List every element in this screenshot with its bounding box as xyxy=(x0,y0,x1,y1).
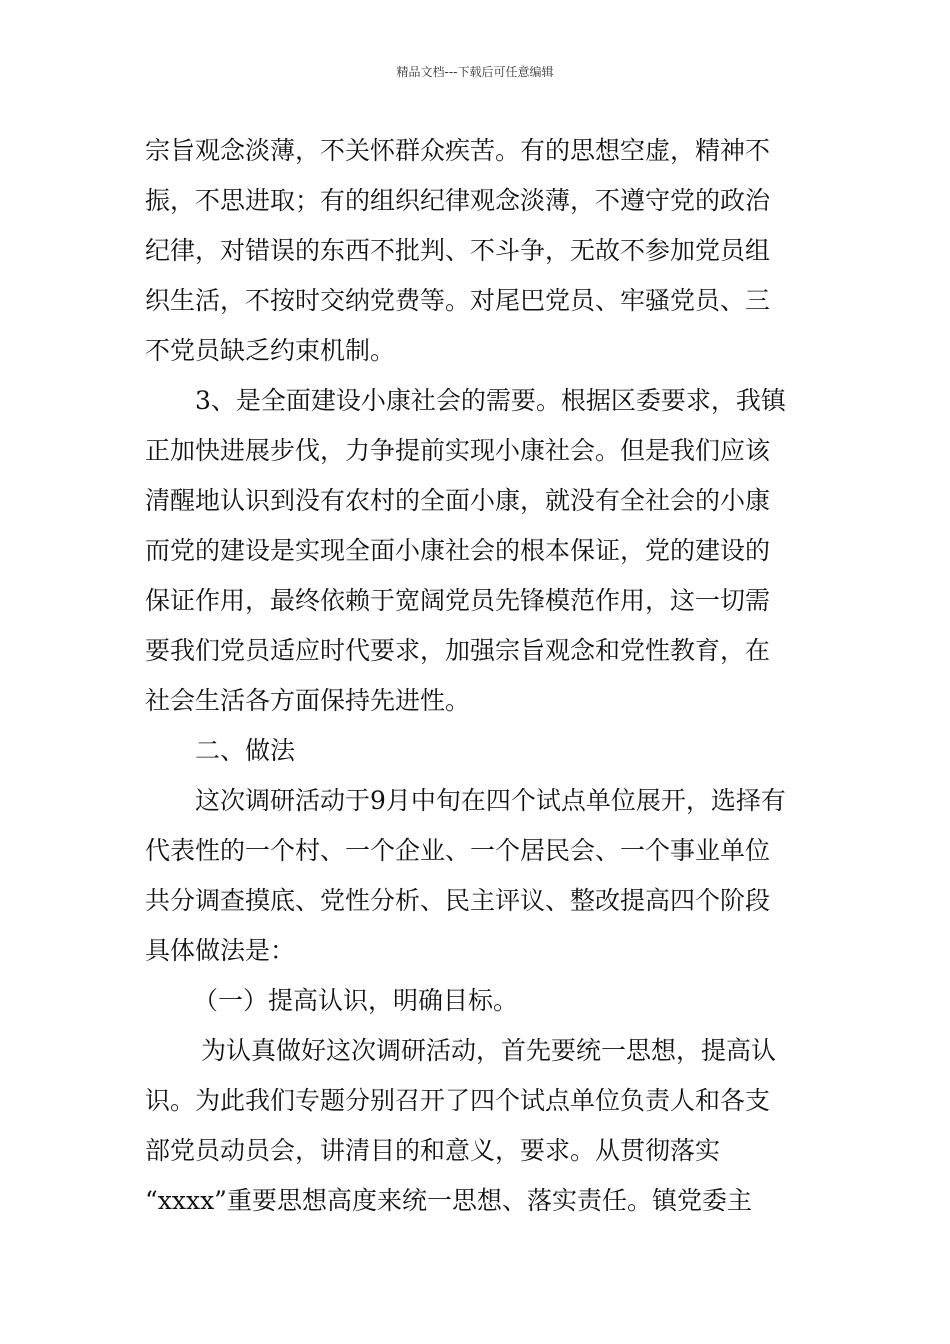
text-line: 代表性的一个村、一个企业、一个居民会、一个事业单位 xyxy=(145,836,771,865)
text-line: （一）提高认识，明确目标。 xyxy=(193,986,519,1015)
text-line: 清醒地认识到没有农村的全面小康，就没有全社会的小康 xyxy=(145,486,771,515)
text-line: 二、做法 xyxy=(195,736,296,765)
text-line: 具体做法是： xyxy=(145,936,296,965)
text-line: 正加快进展步伐，力争提前实现小康社会。但是我们应该 xyxy=(145,436,771,465)
text-line: 保证作用，最终依赖于宽阔党员先锋模范作用，这一切需 xyxy=(145,586,771,615)
document-body xyxy=(145,126,810,1226)
text-line: 3、是全面建设小康社会的需要。根据区委要求，我镇 xyxy=(195,386,786,415)
text-line: 纪律，对错误的东西不批判、不斗争，无故不参加党员组 xyxy=(145,236,771,265)
text-line: 而党的建设是实现全面小康社会的根本保证，党的建设的 xyxy=(145,536,771,565)
text-line: 识。为此我们专题分别召开了四个试点单位负责人和各支 xyxy=(145,1086,771,1115)
text-line: 部党员动员会，讲清目的和意义，要求。从贯彻落实 xyxy=(145,1136,721,1165)
text-line: 为认真做好这次调研活动，首先要统一思想，提高认 xyxy=(201,1036,777,1065)
text-line: 宗旨观念淡薄，不关怀群众疾苦。有的思想空虚，精神不 xyxy=(145,136,771,165)
text-line: 共分调查摸底、党性分析、民主评议、整改提高四个阶段 xyxy=(145,886,771,915)
text-line: 振，不思进取；有的组织纪律观念淡薄，不遵守党的政治 xyxy=(145,186,771,215)
text-line: 不党员缺乏约束机制。 xyxy=(145,336,396,365)
text-line: 社会生活各方面保持先进性。 xyxy=(145,686,471,715)
text-line: 织生活，不按时交纳党费等。对尾巴党员、牢骚党员、三 xyxy=(145,286,771,315)
page-header: 精品文档---下载后可任意编辑 xyxy=(396,65,554,79)
text-line: 这次调研活动于9月中旬在四个试点单位展开，选择有 xyxy=(195,786,786,815)
text-line: 要我们党员适应时代要求，加强宗旨观念和党性教育，在 xyxy=(145,636,771,665)
text-line: “xxxx”重要思想高度来统一思想、落实责任。镇党委主 xyxy=(145,1186,752,1215)
